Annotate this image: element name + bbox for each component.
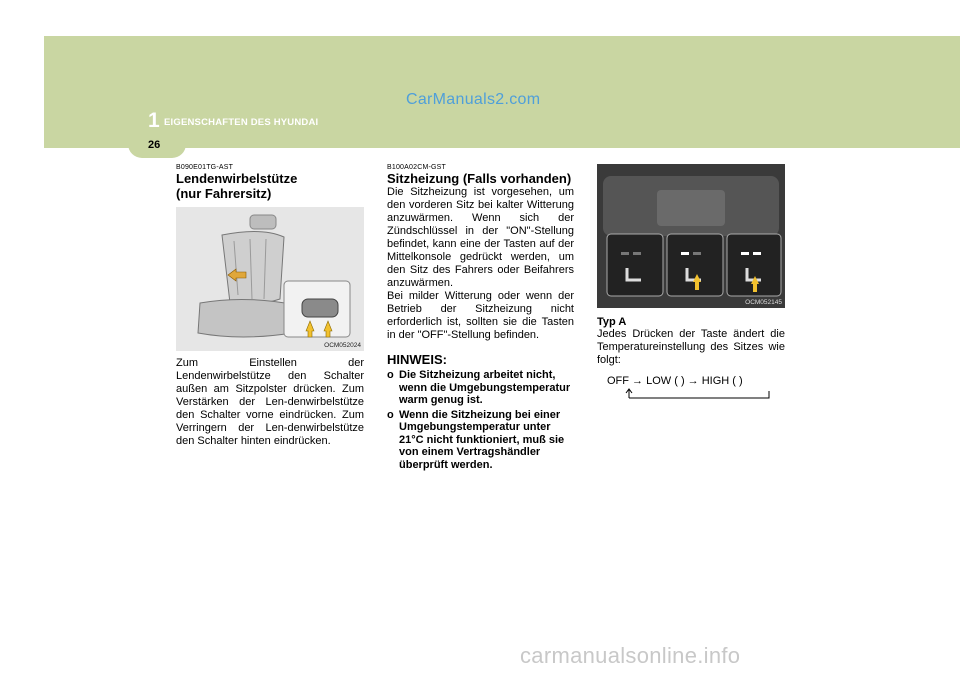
section-title (176, 171, 364, 201)
mode-sequence: OFF → LOW ( ) → HIGH ( ) (607, 375, 743, 387)
type-label: Typ A (597, 316, 627, 328)
chapter-number: 1 (148, 109, 160, 132)
chapter-title: EIGENSCHAFTEN DES HYUNDAI (164, 117, 319, 128)
note-text: Die Sitzheizung arbeitet nicht, wenn die Umgebungstemperatur warm genug ist. (399, 369, 571, 406)
column-type-a (597, 164, 785, 405)
seat-illustration (176, 207, 364, 351)
page-number: 26 (148, 139, 161, 151)
seat-figure (176, 207, 364, 351)
watermark-link[interactable]: CarManuals2.com (406, 91, 541, 108)
figure-code: OCM052145 (745, 299, 782, 306)
body-text: Jedes Drücken der Taste ändert die Temperatureinstellung des Sitzes wie folgt: (597, 328, 785, 366)
cycle-arrow-icon (617, 388, 787, 400)
note-item (387, 369, 574, 407)
column-lumbar (176, 164, 364, 448)
body-text: Zum Einstellen der Lendenwirbelstütze den Schalter außen am Sitzpolster drücken. Zum Verstärken der Len-denwirbelstütze den Schalter vorne eindrücken. Zum Verringern der Len-denwirbelstütze den Schalter hinten eindrücken. (176, 357, 364, 447)
body-text-2: Bei milder Witterung oder wenn der Betrieb der Sitzheizung nicht erforderlich ist, sollten sie die Tasten in der "OFF"-Stellung befinden. (387, 290, 574, 341)
body-text: Die Sitzheizung ist vorgesehen, um den vorderen Sitz bei kalter Witterung anzuwärmen. Wenn sich der Zündschlüssel in der "ON"-Stellung befindet, kann eine der Tasten auf der Mittelkonsole gedrückt werden, um den Sitz des Fahrers oder Beifahrers anzuwärmen. (387, 186, 574, 289)
note-bullet: o (387, 408, 394, 421)
console-illustration (597, 164, 785, 308)
note-heading: HINWEIS: (387, 352, 447, 367)
note-text: Wenn die Sitzheizung bei einer Umgebungstemperatur unter 21°C nicht funktioniert, muß sie von einem Vertragshändler überprüft werden. (399, 408, 565, 471)
section-title: Sitzheizung (Falls vorhanden) (387, 171, 572, 186)
note-item (387, 409, 574, 472)
column-seat-heating (387, 164, 574, 471)
section-code: B090E01TG-AST (176, 164, 234, 171)
section-title-line2: (nur Fahrersitz) (176, 186, 272, 201)
console-photo (597, 164, 785, 308)
figure-code: OCM052024 (324, 342, 361, 349)
section-title-line1: Lendenwirbelstütze (176, 171, 298, 186)
note-bullet: o (387, 369, 394, 381)
section-code: B100A02CM-GST (387, 164, 447, 171)
footer-watermark[interactable]: carmanualsonline.info (520, 643, 741, 668)
